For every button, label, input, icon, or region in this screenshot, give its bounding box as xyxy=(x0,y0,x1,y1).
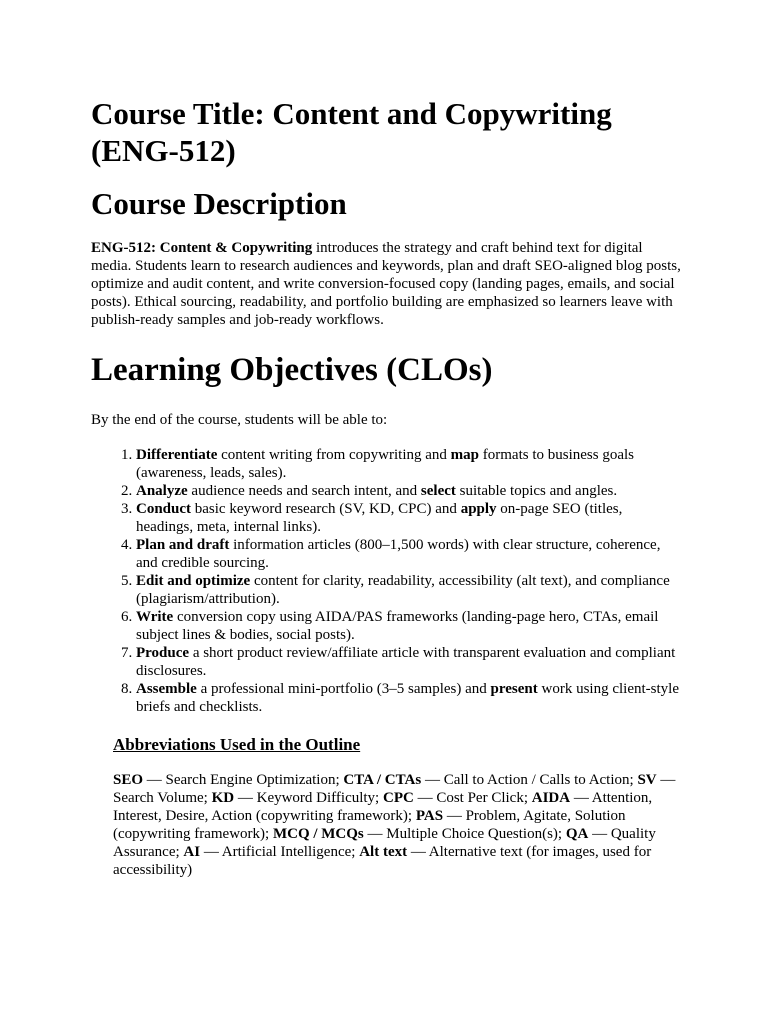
abbreviations-heading: Abbreviations Used in the Outline xyxy=(113,735,361,754)
abbr-definition: — Search Engine Optimization; xyxy=(143,772,344,788)
objective-text: suitable topics and angles. xyxy=(455,483,618,499)
abbr-term: AIDA xyxy=(531,790,571,806)
course-description-body: introduces the strategy and craft behind text for digital media. Students learn to research audiences and keywords, plan and draft SEO-aligned blog posts, optimize and audit content, and write conversion-focused copy (landing pages, emails, and social posts). Ethical sourcing, readability, and portfolio building are emphasized so learners leave with publish-ready samples and job-ready workflows. xyxy=(91,240,681,328)
objective-verb: Differentiate xyxy=(136,447,218,463)
objective-verb: Write xyxy=(136,609,174,625)
objectives-intro: By the end of the course, students will be able to: xyxy=(91,412,388,428)
objective-item xyxy=(136,680,682,716)
objective-text: a professional mini-portfolio (3–5 samples) and xyxy=(196,681,491,697)
objective-item xyxy=(136,482,682,500)
objective-item xyxy=(136,446,682,482)
abbr-term: QA xyxy=(565,826,589,842)
abbr-definition: — Call to Action / Calls to Action; xyxy=(421,772,638,788)
objective-verb: Assemble xyxy=(136,681,197,697)
objectives-list xyxy=(91,446,682,716)
abbr-term: SV xyxy=(637,772,657,788)
objective-text: a short product review/affiliate article with transparent evaluation and compliant disclosures. xyxy=(136,645,676,679)
abbr-definition: — Multiple Choice Question(s); xyxy=(363,826,566,842)
course-code-bold: ENG-512: Content & Copywriting xyxy=(91,240,313,256)
objective-item xyxy=(136,572,682,608)
objective-verb: Edit and optimize xyxy=(136,573,251,589)
objective-text: content writing from copywriting and xyxy=(217,447,451,463)
objective-verb: map xyxy=(450,447,479,463)
abbr-term: SEO xyxy=(113,772,144,788)
objective-text: content for clarity, readability, accessibility (alt text), and compliance (plagiarism/attribution). xyxy=(136,573,670,607)
abbr-term: PAS xyxy=(415,808,444,824)
abbr-definition: — Attention, Interest, Desire, Action (copywriting framework); xyxy=(113,790,653,824)
objective-verb: Produce xyxy=(136,645,190,661)
objective-verb: present xyxy=(490,681,538,697)
course-description-heading: Course Description xyxy=(91,186,347,221)
objective-text: conversion copy using AIDA/PAS frameworks (landing-page hero, CTAs, email subject lines & bodies, social posts). xyxy=(136,609,659,643)
abbr-definition: — Alternative text (for images, used for accessibility) xyxy=(113,844,652,878)
objective-item xyxy=(136,644,682,680)
objective-text: basic keyword research (SV, KD, CPC) and xyxy=(191,501,461,517)
abbr-definition: — Keyword Difficulty; xyxy=(234,790,383,806)
abbr-definition: — Artificial Intelligence; xyxy=(200,844,360,860)
abbr-definition: — Problem, Agitate, Solution (copywriting framework); xyxy=(113,808,626,842)
objective-verb: apply xyxy=(460,501,497,517)
objective-verb: select xyxy=(420,483,456,499)
objective-text: information articles (800–1,500 words) with clear structure, coherence, and credible sourcing. xyxy=(136,537,661,571)
abbr-term: KD xyxy=(211,790,235,806)
abbr-term: Alt text xyxy=(359,844,408,860)
objective-text: work using client-style briefs and checklists. xyxy=(136,681,679,715)
course-description-text xyxy=(91,239,682,329)
objective-item xyxy=(136,500,682,536)
objective-text: audience needs and search intent, and xyxy=(187,483,421,499)
abbreviations-text xyxy=(113,771,682,879)
abbr-term: CPC xyxy=(382,790,414,806)
abbreviations-section xyxy=(113,735,682,879)
objective-text: formats to business goals (awareness, leads, sales). xyxy=(136,447,634,481)
objective-verb: Conduct xyxy=(136,501,192,517)
abbr-term: CTA / CTAs xyxy=(343,772,422,788)
abbr-definition: — Quality Assurance; xyxy=(113,826,656,860)
abbr-term: MCQ / MCQs xyxy=(272,826,364,842)
abbr-definition: — Cost Per Click; xyxy=(413,790,532,806)
abbr-definition: — Search Volume; xyxy=(113,772,676,806)
objective-text: on-page SEO (titles, headings, meta, internal links). xyxy=(136,501,623,535)
objective-item xyxy=(136,608,682,644)
objective-verb: Analyze xyxy=(136,483,188,499)
abbr-term: AI xyxy=(183,844,201,860)
objective-item xyxy=(136,536,682,572)
objective-verb: Plan and draft xyxy=(136,537,230,553)
learning-objectives-heading: Learning Objectives (CLOs) xyxy=(91,352,493,388)
course-title: Course Title: Content and Copywriting (ENG-512) xyxy=(91,96,612,168)
